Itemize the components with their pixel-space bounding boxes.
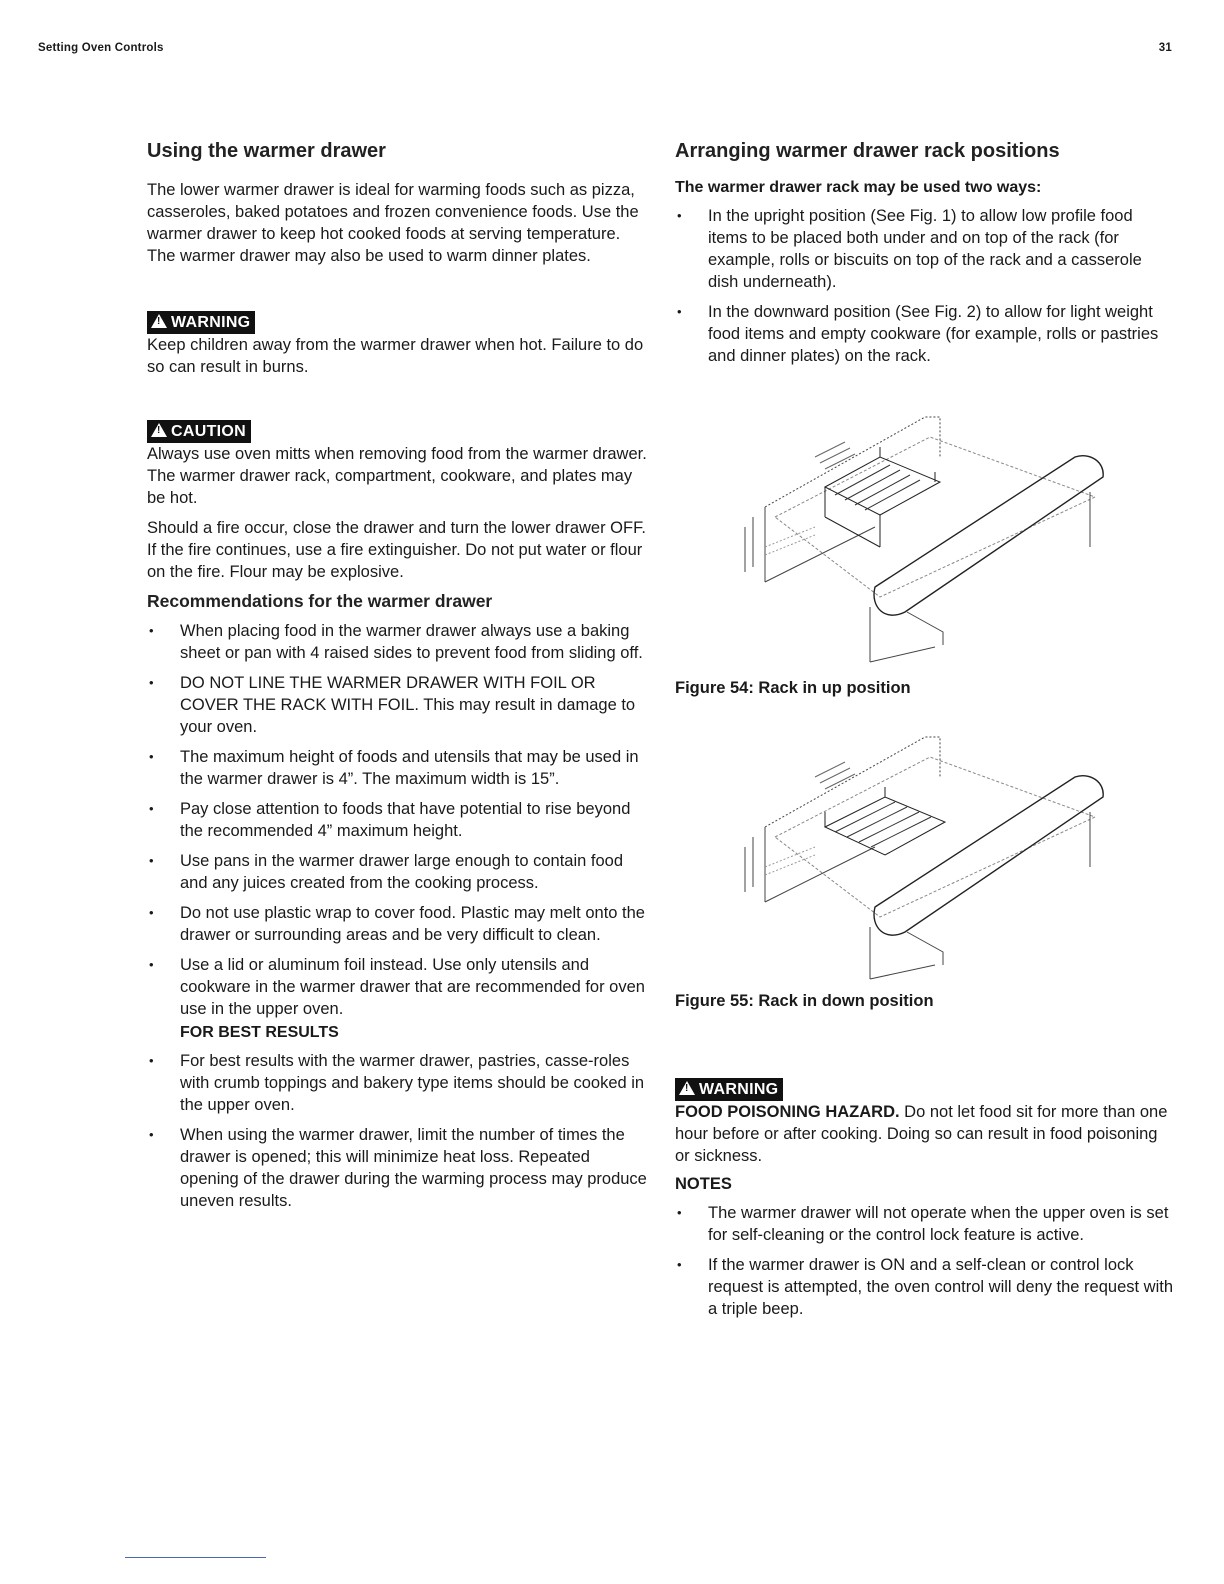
warning-block [147, 311, 647, 378]
warmer-drawer-intro: The lower warmer drawer is ideal for warming foods such as pizza, casseroles, baked potatoes and frozen convenience foods. Use the warmer drawer to keep hot cooked foods at serving temperature. The warmer drawer may also be used to warm dinner plates. [147, 181, 639, 265]
rack-usage-subheading: The warmer drawer rack may be used two ways: [675, 179, 1042, 196]
warning-triangle-icon: ! [679, 1081, 695, 1095]
list-item: • For best results with the warmer drawer, pastries, casse-roles with crumb toppings and bakery type items should be cooked in the upper oven. [147, 1050, 647, 1116]
figure-54-drawer-rack-up [675, 397, 1175, 667]
page-number: 31 [1158, 42, 1172, 54]
best-results-list [147, 1050, 647, 1212]
list-item: • When using the warmer drawer, limit the number of times the drawer is opened; this will minimize heat loss. Repeated opening of the drawer during the warming process may produce uneven results. [147, 1124, 647, 1212]
list-item: • The maximum height of foods and utensils that may be used in the warmer drawer is 4”. The maximum width is 15”. [147, 746, 647, 790]
warmer-drawer-heading: Using the warmer drawer [147, 140, 386, 162]
figure-54-caption: Figure 54: Rack in up position [675, 679, 911, 697]
list-item: • DO NOT LINE THE WARMER DRAWER WITH FOIL OR COVER THE RACK WITH FOIL. This may result in damage to your oven. [147, 672, 647, 738]
list-item: • Use pans in the warmer drawer large enough to contain food and any juices created from the cooking process. [147, 850, 647, 894]
food-poisoning-hazard-label: FOOD POISONING HAZARD. [675, 1103, 900, 1121]
running-header-section: Setting Oven Controls [38, 42, 164, 54]
best-results-heading: FOR BEST RESULTS [180, 1024, 339, 1041]
list-item: • If the warmer drawer is ON and a self-clean or control lock request is attempted, the oven control will deny the request with a triple beep. [675, 1254, 1175, 1320]
food-poisoning-warning-block [675, 1078, 1175, 1167]
warning-badge: ! WARNING [675, 1078, 783, 1101]
list-item: • In the upright position (See Fig. 1) to allow low profile food items to be placed both under and on top of the rack (for example, rolls or biscuits on top of the rack and a casserole dish underneath). [675, 205, 1175, 293]
rack-ways-list [675, 205, 1175, 367]
caution-block [147, 420, 647, 509]
warning-text: Keep children away from the warmer drawer when hot. Failure to do so can result in burns. [147, 336, 644, 376]
figure-55-caption: Figure 55: Rack in down position [675, 992, 934, 1010]
list-item: • Use a lid or aluminum foil instead. Use only utensils and cookware in the warmer drawer that are recommended for oven use in the upper oven. [147, 954, 647, 1020]
recommendations-list [147, 620, 647, 1020]
list-item: • The warmer drawer will not operate when the upper oven is set for self-cleaning or the control lock feature is active. [675, 1202, 1175, 1246]
list-item: • In the downward position (See Fig. 2) to allow for light weight food items and empty cookware (for example, rolls or pastries and dinner plates) on the rack. [675, 301, 1175, 367]
right-column [675, 140, 1175, 1328]
list-item: • When placing food in the warmer drawer always use a baking sheet or pan with 4 raised sides to prevent food from sliding off. [147, 620, 647, 664]
rack-positions-heading: Arranging warmer drawer rack positions [675, 140, 1060, 162]
left-column [147, 140, 647, 1220]
notes-heading: NOTES [675, 1175, 732, 1193]
warning-triangle-icon: ! [151, 314, 167, 328]
caution-triangle-icon: ! [151, 423, 167, 437]
caution-badge: ! CAUTION [147, 420, 251, 443]
caution-text: Always use oven mitts when removing food from the warmer drawer. The warmer drawer rack, compartment, cookware, and plates may be hot. [147, 445, 647, 507]
warning-badge: ! WARNING [147, 311, 255, 334]
footer-rule [125, 1557, 266, 1558]
list-item: • Pay close attention to foods that have potential to rise beyond the recommended 4” maximum height. [147, 798, 647, 842]
recommendations-heading: Recommendations for the warmer drawer [147, 591, 493, 611]
food-poisoning-warning-text: FOOD POISONING HAZARD. Do not let food sit for more than one hour before or after cooking. Doing so can result in food poisoning or sickness. [675, 1103, 1168, 1165]
list-item: • Do not use plastic wrap to cover food. Plastic may melt onto the drawer or surrounding areas and be very difficult to clean. [147, 902, 647, 946]
fire-text: Should a fire occur, close the drawer and turn the lower drawer OFF. If the fire continues, use a fire extinguisher. Do not put water or flour on the fire. Flour may be explosive. [147, 519, 646, 581]
notes-list [675, 1202, 1175, 1320]
figure-55-drawer-rack-down [675, 717, 1175, 982]
